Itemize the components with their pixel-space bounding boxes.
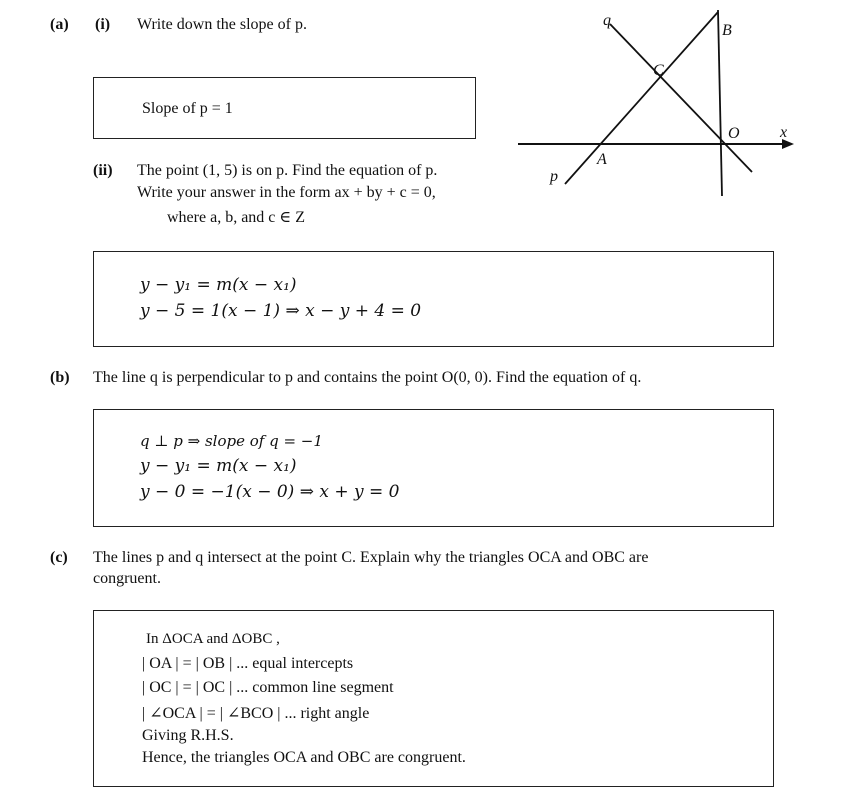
label-b: B <box>722 22 732 39</box>
answer-b-line2: y − y₁ = m(x − x₁) <box>140 456 297 476</box>
label-o: O <box>728 125 740 142</box>
label-q: q <box>603 12 611 29</box>
line-p <box>565 12 718 184</box>
answer-box-c <box>93 610 774 787</box>
part-c-label: (c) <box>50 549 68 566</box>
answer-a-ii-line2: y − 5 = 1(x − 1) ⇒ x − y + 4 = 0 <box>140 301 422 321</box>
lines-diagram <box>510 0 810 210</box>
part-c-question-line2: congruent. <box>93 570 161 587</box>
part-a-i-question: Write down the slope of p. <box>137 16 307 33</box>
answer-box-a-ii <box>93 251 774 347</box>
part-b-question: The line q is perpendicular to p and contains the point O(0, 0). Find the equation of q. <box>93 369 642 386</box>
part-a-i-label: (i) <box>95 16 111 33</box>
answer-box-a-i <box>93 77 476 139</box>
label-p: p <box>550 168 558 185</box>
answer-b-line1: q ⊥ p ⇒ slope of q = −1 <box>140 432 323 450</box>
answer-a-ii-line1: y − y₁ = m(x − x₁) <box>140 275 297 295</box>
label-c: C <box>653 62 664 79</box>
part-a-ii-line2: Write your answer in the form ax + by + c = 0, <box>137 184 436 201</box>
label-a: A <box>597 151 607 168</box>
answer-c-line: | ∠OCA | = | ∠BCO | ... right angle <box>142 705 370 722</box>
answer-box-b <box>93 409 774 527</box>
part-a-ii-line3: where a, b, and c ∈ Z <box>167 209 306 226</box>
part-a-label: (a) <box>50 16 69 33</box>
answer-b-line3: y − 0 = −1(x − 0) ⇒ x + y = 0 <box>140 482 400 502</box>
answer-c-line: In ΔOCA and ΔOBC , <box>146 631 280 647</box>
part-c-question-line1: The lines p and q intersect at the point C. Explain why the triangles OCA and OBC are <box>93 549 649 566</box>
answer-c-line: | OC | = | OC | ... common line segment <box>142 679 394 696</box>
label-x: x <box>780 124 788 141</box>
answer-c-line: Hence, the triangles OCA and OBC are congruent. <box>142 749 466 766</box>
answer-a-i: Slope of p = 1 <box>142 100 233 117</box>
answer-c-line: | OA | = | OB | ... equal intercepts <box>142 655 354 672</box>
part-b-label: (b) <box>50 369 70 386</box>
part-a-ii-line1: The point (1, 5) is on p. Find the equation of p. <box>137 162 438 179</box>
line-q <box>610 24 752 172</box>
answer-c-line: Giving R.H.S. <box>142 727 234 744</box>
part-a-ii-label: (ii) <box>93 162 113 179</box>
